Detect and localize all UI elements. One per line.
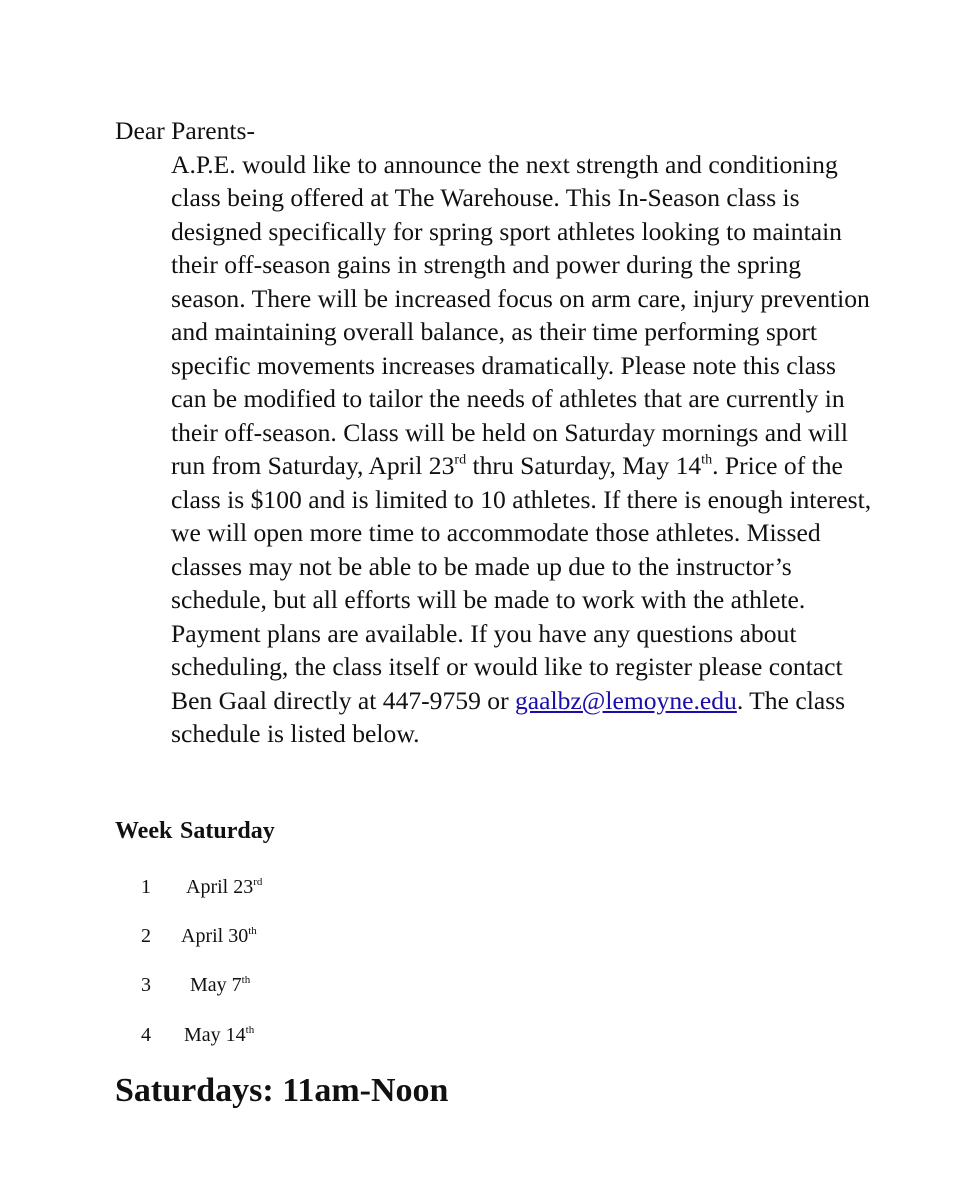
- superscript-rd: rd: [454, 451, 467, 468]
- week-number: 1: [141, 876, 151, 898]
- week-date: [181, 925, 257, 948]
- date-text: May 7: [190, 974, 242, 996]
- schedule-row: [115, 974, 415, 1004]
- week-number: 3: [141, 974, 151, 996]
- date-text: May 14: [184, 1024, 246, 1046]
- date-text: April 30: [181, 925, 249, 947]
- date-superscript: th: [245, 1023, 255, 1036]
- schedule-row: [115, 876, 415, 906]
- email-link[interactable]: gaalbz@lemoyne.edu: [515, 685, 737, 715]
- paragraph-text-3: . Price of the class is $100 and is limited to 10 athletes. If there is enough interest, we will open more time to accommodate those athletes. Missed classes may not be able to be made up due to the instructor’s schedule, but all efforts will be made to work with the athlete. Payment plans are available. If you have any questions about scheduling, the class itself or would like to register please contact Ben Gaal directly at 447-9759 or: [171, 451, 872, 715]
- schedule-row: [115, 925, 415, 955]
- date-text: April 23: [186, 876, 254, 898]
- week-number: 2: [141, 925, 151, 947]
- paragraph-text-1: A.P.E. would like to announce the next strength and conditioning class being offered at The Warehouse. This In-Season class is designed specifically for spring sport athletes looking to maintain their off-season gains in strength and power during the spring season. There will be increased focus on arm care, injury prevention and maintaining overall balance, as their time performing sport specific movements increases dramatically. Please note this class can be modified to tailor the needs of athletes that are currently in their off-season. Class will be held on Saturday mornings and will run from Saturday, April 23: [171, 149, 870, 480]
- date-superscript: th: [248, 924, 257, 937]
- date-superscript: rd: [253, 875, 263, 888]
- letter-body: [115, 114, 875, 751]
- class-schedule: [115, 818, 515, 1046]
- superscript-th: th: [701, 451, 713, 468]
- letter-paragraph: [115, 148, 875, 751]
- schedule-row: [115, 1024, 415, 1054]
- week-number: 4: [141, 1024, 151, 1046]
- class-time: Saturdays: 11am-Noon: [115, 1072, 449, 1109]
- salutation: Dear Parents-: [115, 116, 255, 145]
- date-superscript: th: [241, 973, 251, 986]
- header-saturday: Saturday: [180, 818, 275, 844]
- schedule-header: [115, 818, 515, 852]
- paragraph-text-4: . The class schedule is listed below.: [171, 685, 846, 748]
- week-date: [184, 1024, 254, 1047]
- header-week: Week: [115, 818, 173, 844]
- paragraph-text-2: thru Saturday, May 14: [466, 451, 702, 480]
- week-date: [186, 876, 262, 899]
- week-date: [190, 974, 250, 997]
